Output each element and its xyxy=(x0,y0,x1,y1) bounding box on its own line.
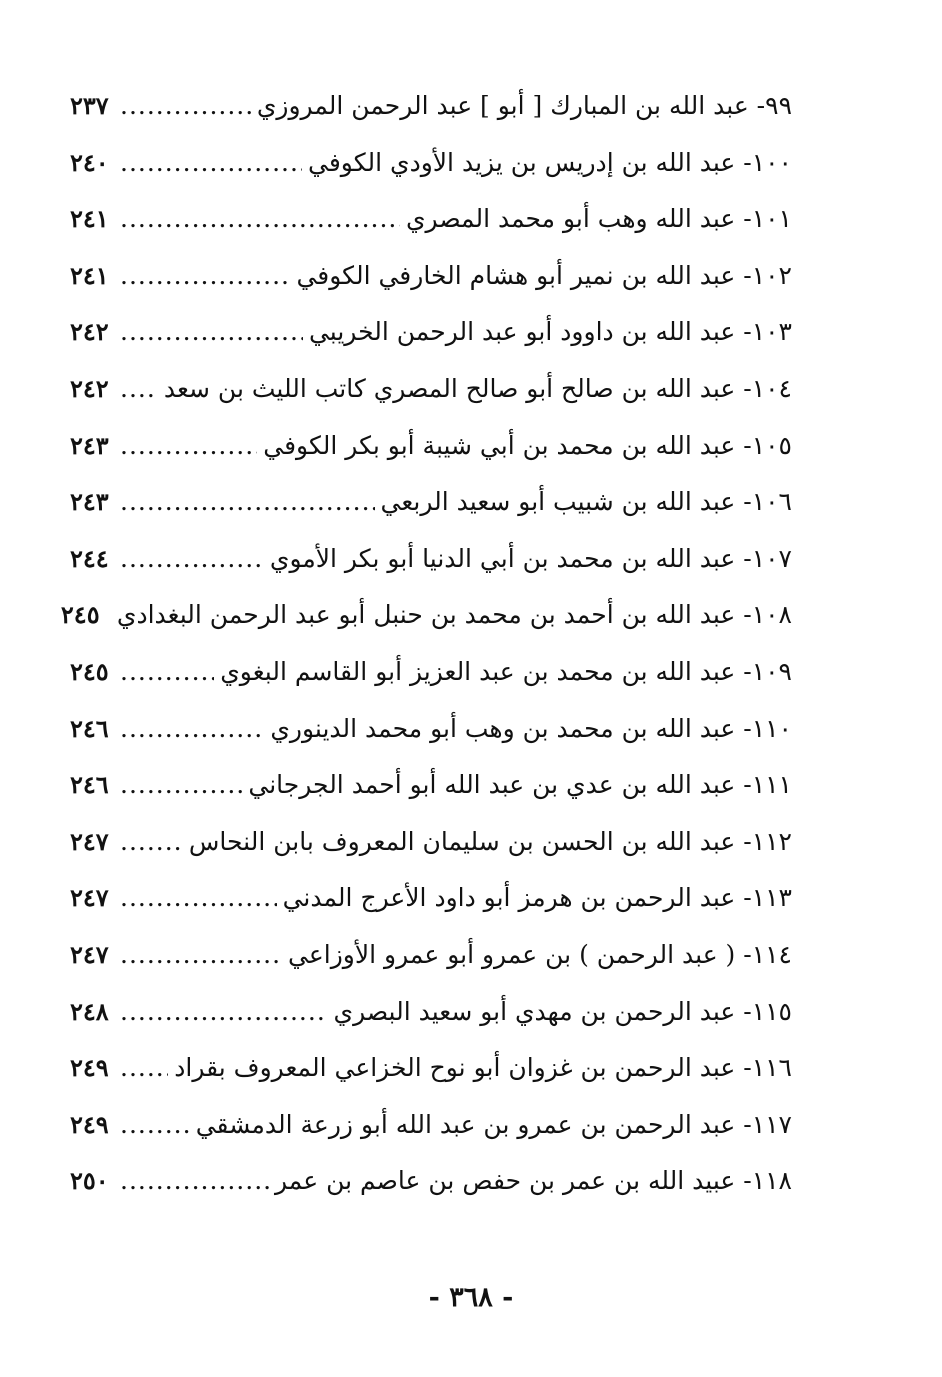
entry-page-number: ٢٤١ xyxy=(70,260,109,290)
entry-title: ١١٢- عبد الله بن الحسن بن سليمان المعروف بابن النحاس xyxy=(188,826,792,856)
toc-entry xyxy=(70,304,792,361)
toc-entry xyxy=(60,587,792,644)
dot-leader xyxy=(120,531,264,588)
toc-entry xyxy=(70,984,792,1041)
entry-title: ١١٨- عبيد الله بن عمر بن حفص بن عاصم بن عمر xyxy=(275,1166,792,1196)
entry-title: ١٠٨- عبد الله بن أحمد بن محمد بن حنبل أبو عبد الرحمن البغدادي xyxy=(116,600,792,630)
entry-title: ١٠٢- عبد الله بن نمير أبو هشام الخارفي الكوفي xyxy=(296,260,792,290)
toc-entry xyxy=(70,191,792,248)
entry-title: ١١٥- عبد الرحمن بن مهدي أبو سعيد البصري xyxy=(333,996,792,1026)
entry-title: ١٠٩- عبد الله بن محمد بن عبد العزيز أبو القاسم البغوي xyxy=(220,656,792,686)
dot-leader xyxy=(120,418,257,475)
dot-leader xyxy=(120,1097,190,1154)
dot-leader xyxy=(120,78,251,135)
entry-page-number: ٢٤٩ xyxy=(70,1053,109,1083)
dot-leader xyxy=(120,814,183,871)
dot-leader xyxy=(120,248,290,305)
entry-page-number: ٢٤٣ xyxy=(70,430,109,460)
entry-page-number: ٢٥٠ xyxy=(70,1166,109,1196)
toc-entry xyxy=(70,870,792,927)
dot-leader xyxy=(120,644,214,701)
dot-leader xyxy=(120,870,277,927)
entry-title: ١١٣- عبد الرحمن بن هرمز أبو داود الأعرج المدني xyxy=(282,883,792,913)
entry-page-number: ٢٤١ xyxy=(70,204,109,234)
entry-title: ١٠٣- عبد الله بن داوود أبو عبد الرحمن الخريبي xyxy=(308,317,792,347)
toc-entry xyxy=(70,418,792,475)
entry-title: ١١١- عبد الله بن عدي بن عبد الله أبو أحمد الجرجاني xyxy=(248,770,792,800)
toc-entry xyxy=(70,248,792,305)
dot-leader xyxy=(120,927,282,984)
dot-leader xyxy=(120,1153,269,1210)
entry-page-number: ٢٤٥ xyxy=(60,600,100,630)
entry-title: ١١٤- ( عبد الرحمن ) بن عمرو أبو عمرو الأوزاعي xyxy=(288,939,792,969)
toc-entry xyxy=(70,757,792,814)
entry-page-number: ٢٤٨ xyxy=(70,996,109,1026)
table-of-contents xyxy=(60,78,792,1210)
dot-leader xyxy=(120,191,400,248)
dot-leader xyxy=(120,304,303,361)
entry-title: ١٠٦- عبد الله بن شبيب أبو سعيد الربعي xyxy=(380,487,792,517)
toc-entry xyxy=(70,361,792,418)
entry-page-number: ٢٤٩ xyxy=(70,1109,109,1139)
entry-title: ١٠٧- عبد الله بن محمد بن أبي الدنيا أبو بكر الأموي xyxy=(269,543,792,573)
toc-entry xyxy=(70,474,792,531)
entry-title: ١١٦- عبد الرحمن بن غزوان أبو نوح الخزاعي المعروف بقراد xyxy=(174,1053,792,1083)
dot-leader xyxy=(120,757,242,814)
toc-entry xyxy=(70,135,792,192)
entry-title: ٩٩- عبد الله بن المبارك [ أبو ] عبد الرحمن المروزي xyxy=(256,91,792,120)
page-number-footer: - ٣٦٨ - xyxy=(428,1282,514,1313)
dot-leader xyxy=(120,361,158,418)
entry-page-number: ٢٤٦ xyxy=(70,713,109,743)
entry-page-number: ٢٤٤ xyxy=(70,543,109,573)
entry-page-number: ٢٣٧ xyxy=(70,91,109,120)
entry-page-number: ٢٤٧ xyxy=(70,826,109,856)
entry-page-number: ٢٤٧ xyxy=(70,939,109,969)
toc-entry xyxy=(70,531,792,588)
entry-title: ١١٧- عبد الرحمن بن عمرو بن عبد الله أبو زرعة الدمشقي xyxy=(195,1109,792,1139)
dot-leader xyxy=(120,474,375,531)
entry-title: ١٠١- عبد الله وهب أبو محمد المصري xyxy=(405,204,792,234)
dot-leader xyxy=(120,701,264,758)
dot-leader xyxy=(120,135,302,192)
entry-page-number: ٢٤٥ xyxy=(70,656,109,686)
entry-page-number: ٢٤٢ xyxy=(70,317,109,347)
toc-entry xyxy=(70,814,792,871)
entry-page-number: ٢٤٧ xyxy=(70,883,109,913)
toc-entry xyxy=(70,78,792,135)
entry-page-number: ٢٤٦ xyxy=(70,770,109,800)
toc-entry xyxy=(70,927,792,984)
entry-title: ١١٠- عبد الله بن محمد بن وهب أبو محمد الدينوري xyxy=(270,713,792,743)
entry-page-number: ٢٤٢ xyxy=(70,373,109,403)
entry-title: ١٠٤- عبد الله بن صالح أبو صالح المصري كاتب الليث بن سعد xyxy=(163,373,792,403)
toc-entry xyxy=(70,1097,792,1154)
entry-title: ١٠٥- عبد الله بن محمد بن أبي شيبة أبو بكر الكوفي xyxy=(263,430,792,460)
toc-entry xyxy=(70,1153,792,1210)
dot-leader xyxy=(120,984,328,1041)
toc-entry xyxy=(70,1040,792,1097)
entry-page-number: ٢٤٠ xyxy=(70,147,109,177)
toc-entry xyxy=(70,644,792,701)
entry-page-number: ٢٤٣ xyxy=(70,487,109,517)
toc-entry xyxy=(70,701,792,758)
dot-leader xyxy=(120,1040,168,1097)
entry-title: ١٠٠- عبد الله بن إدريس بن يزيد الأودي الكوفي xyxy=(308,147,792,177)
